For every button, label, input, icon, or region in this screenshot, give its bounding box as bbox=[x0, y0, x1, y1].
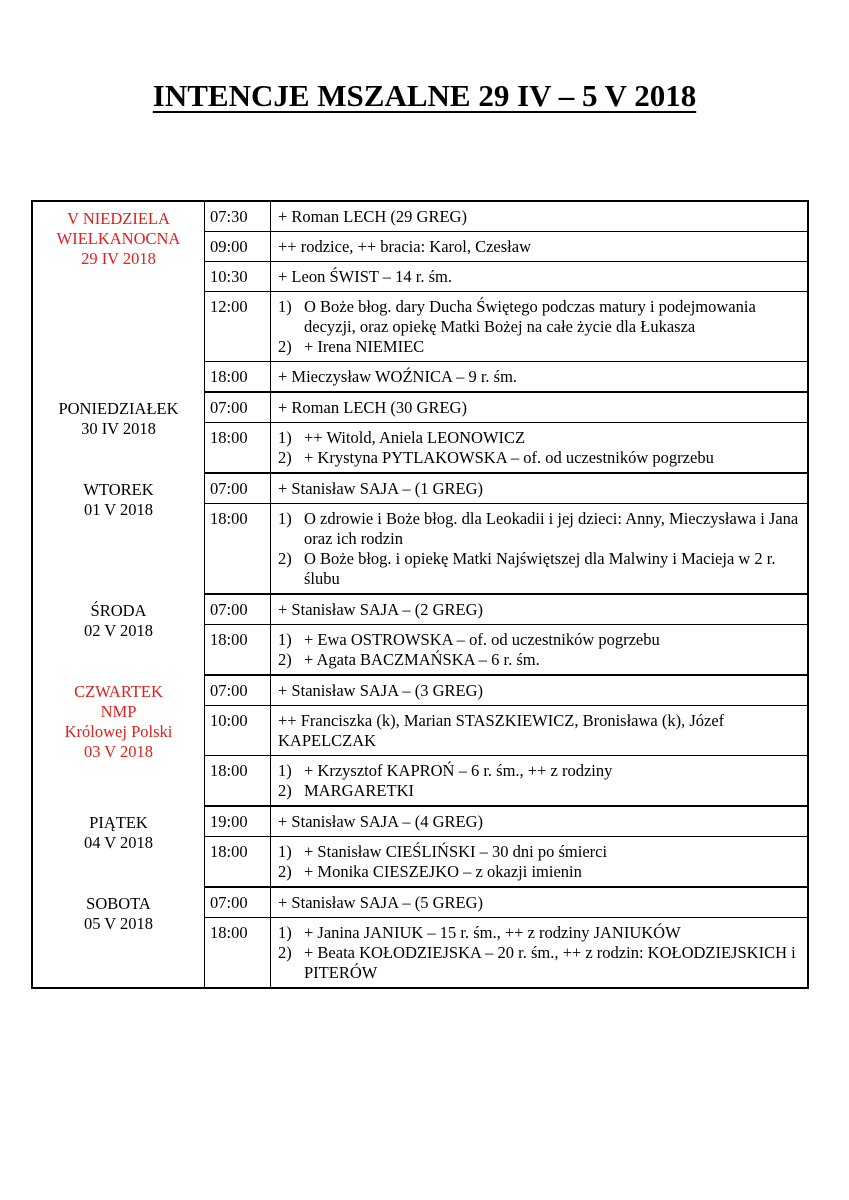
mass-time: 18:00 bbox=[205, 837, 271, 888]
page-title: INTENCJE MSZALNE 29 IV – 5 V 2018 bbox=[152, 78, 697, 113]
intention-item bbox=[278, 761, 801, 781]
intention-number: 2) bbox=[278, 448, 292, 467]
day-cell bbox=[32, 806, 205, 887]
intention-item bbox=[278, 630, 801, 650]
intention-item bbox=[278, 781, 801, 801]
intention-text: + Monika CIESZEJKO – z okazji imienin bbox=[304, 862, 582, 881]
intention-number: 1) bbox=[278, 761, 292, 780]
intention-item bbox=[278, 267, 801, 287]
intention-cell bbox=[271, 706, 809, 756]
mass-time: 07:00 bbox=[205, 392, 271, 423]
intention-text: + Janina JANIUK – 15 r. śm., ++ z rodziny JANIUKÓW bbox=[304, 923, 681, 942]
day-label-line: ŚRODA bbox=[90, 601, 147, 620]
intention-text: + Stanisław SAJA – (2 GREG) bbox=[278, 600, 484, 619]
mass-time: 18:00 bbox=[205, 625, 271, 676]
mass-row bbox=[32, 806, 808, 837]
intention-text: O Boże błog. i opiekę Matki Najświętszej dla Malwiny i Macieja w 2 r. ślubu bbox=[304, 549, 776, 588]
mass-intentions-table bbox=[31, 200, 809, 989]
day-label-line: 03 V 2018 bbox=[83, 742, 154, 761]
intention-item bbox=[278, 812, 801, 832]
day-label-line: SOBOTA bbox=[86, 894, 151, 913]
intention-item bbox=[278, 842, 801, 862]
intention-cell bbox=[271, 473, 809, 504]
mass-row bbox=[32, 473, 808, 504]
intention-text: + Stanisław SAJA – (5 GREG) bbox=[278, 893, 484, 912]
day-label-line: Królowej Polski bbox=[64, 722, 173, 741]
day-cell bbox=[32, 887, 205, 988]
intention-text: + Stanisław SAJA – (1 GREG) bbox=[278, 479, 484, 498]
intention-item bbox=[278, 237, 801, 257]
mass-row bbox=[32, 887, 808, 918]
intention-item bbox=[278, 943, 801, 983]
intention-item bbox=[278, 479, 801, 499]
intention-item bbox=[278, 862, 801, 882]
day-label-line: CZWARTEK bbox=[74, 682, 163, 701]
mass-time: 07:00 bbox=[205, 594, 271, 625]
intention-number: 2) bbox=[278, 862, 292, 881]
mass-time: 09:00 bbox=[205, 232, 271, 262]
intention-text: + Krystyna PYTLAKOWSKA – of. od uczestników pogrzebu bbox=[304, 448, 714, 467]
intention-cell bbox=[271, 756, 809, 807]
intention-number: 1) bbox=[278, 509, 292, 528]
intention-item bbox=[278, 893, 801, 913]
intention-text: + Agata BACZMAŃSKA – 6 r. śm. bbox=[304, 650, 540, 669]
intention-item bbox=[278, 600, 801, 620]
intention-number: 1) bbox=[278, 428, 292, 447]
intention-text: + Roman LECH (29 GREG) bbox=[278, 207, 467, 226]
intention-text: + Mieczysław WOŹNICA – 9 r. śm. bbox=[278, 367, 518, 386]
day-label-line: WTOREK bbox=[83, 480, 154, 499]
intention-number: 2) bbox=[278, 549, 292, 568]
intention-item bbox=[278, 207, 801, 227]
intention-text: + Stanisław CIEŚLIŃSKI – 30 dni po śmierci bbox=[304, 842, 608, 861]
day-cell bbox=[32, 201, 205, 392]
intention-item bbox=[278, 681, 801, 701]
intention-item bbox=[278, 428, 801, 448]
intention-number: 2) bbox=[278, 337, 292, 356]
day-cell bbox=[32, 392, 205, 473]
mass-row bbox=[32, 594, 808, 625]
mass-time: 18:00 bbox=[205, 918, 271, 989]
intention-item bbox=[278, 398, 801, 418]
day-cell bbox=[32, 473, 205, 594]
intention-text: ++ Franciszka (k), Marian STASZKIEWICZ, Bronisława (k), Józef KAPELCZAK bbox=[278, 711, 725, 750]
intention-text: + Roman LECH (30 GREG) bbox=[278, 398, 467, 417]
intention-cell bbox=[271, 423, 809, 474]
intention-item bbox=[278, 650, 801, 670]
intention-text: + Irena NIEMIEC bbox=[304, 337, 425, 356]
intention-number: 1) bbox=[278, 297, 292, 316]
intention-text: O Boże błog. dary Ducha Świętego podczas matury i podejmowania decyzji, oraz opiekę Matki Bożej na całe życie dla Łukasza bbox=[304, 297, 756, 336]
intention-cell bbox=[271, 392, 809, 423]
mass-time: 18:00 bbox=[205, 362, 271, 393]
mass-time: 07:00 bbox=[205, 887, 271, 918]
mass-row bbox=[32, 675, 808, 706]
intention-text: + Stanisław SAJA – (3 GREG) bbox=[278, 681, 484, 700]
day-cell bbox=[32, 675, 205, 806]
intention-item bbox=[278, 337, 801, 357]
intention-cell bbox=[271, 918, 809, 989]
mass-time: 10:00 bbox=[205, 706, 271, 756]
mass-time: 10:30 bbox=[205, 262, 271, 292]
mass-row bbox=[32, 201, 808, 232]
mass-time: 07:30 bbox=[205, 201, 271, 232]
intention-cell bbox=[271, 675, 809, 706]
day-label-line: PIĄTEK bbox=[89, 813, 148, 832]
intention-cell bbox=[271, 625, 809, 676]
intention-item bbox=[278, 297, 801, 337]
intention-number: 2) bbox=[278, 943, 292, 962]
day-label-line: 04 V 2018 bbox=[83, 833, 154, 852]
mass-time: 18:00 bbox=[205, 504, 271, 595]
intention-cell bbox=[271, 504, 809, 595]
intention-text: + Ewa OSTROWSKA – of. od uczestników pogrzebu bbox=[304, 630, 660, 649]
table-body bbox=[32, 201, 808, 988]
intention-cell bbox=[271, 262, 809, 292]
intention-item bbox=[278, 448, 801, 468]
intention-item bbox=[278, 711, 801, 751]
intention-cell bbox=[271, 201, 809, 232]
day-label-line: 29 IV 2018 bbox=[81, 249, 156, 268]
intention-item bbox=[278, 367, 801, 387]
intention-cell bbox=[271, 806, 809, 837]
intention-cell bbox=[271, 362, 809, 393]
intention-text: + Stanisław SAJA – (4 GREG) bbox=[278, 812, 484, 831]
mass-time: 18:00 bbox=[205, 423, 271, 474]
mass-time: 12:00 bbox=[205, 292, 271, 362]
intention-number: 2) bbox=[278, 781, 292, 800]
intention-item bbox=[278, 549, 801, 589]
intention-cell bbox=[271, 837, 809, 888]
intention-number: 1) bbox=[278, 923, 292, 942]
intention-text: O zdrowie i Boże błog. dla Leokadii i jej dzieci: Anny, Mieczysława i Jana oraz ich rodzin bbox=[304, 509, 799, 548]
day-label-line: 01 V 2018 bbox=[83, 500, 154, 519]
intention-item bbox=[278, 509, 801, 549]
intention-text: + Krzysztof KAPROŃ – 6 r. śm., ++ z rodziny bbox=[304, 761, 613, 780]
day-label-line: 05 V 2018 bbox=[83, 914, 154, 933]
mass-time: 18:00 bbox=[205, 756, 271, 807]
day-label-line: WIELKANOCNA bbox=[56, 229, 181, 248]
intention-cell bbox=[271, 594, 809, 625]
intention-cell bbox=[271, 232, 809, 262]
intention-item bbox=[278, 923, 801, 943]
intention-number: 1) bbox=[278, 842, 292, 861]
day-label-line: 30 IV 2018 bbox=[81, 419, 156, 438]
intention-text: + Beata KOŁODZIEJSKA – 20 r. śm., ++ z rodzin: KOŁODZIEJSKICH i PITERÓW bbox=[304, 943, 796, 982]
intention-text: MARGARETKI bbox=[304, 781, 414, 800]
mass-row bbox=[32, 392, 808, 423]
day-label-line: V NIEDZIELA bbox=[67, 209, 170, 228]
day-label-line: PONIEDZIAŁEK bbox=[58, 399, 179, 418]
day-label-line: 02 V 2018 bbox=[83, 621, 154, 640]
mass-time: 07:00 bbox=[205, 675, 271, 706]
intention-cell bbox=[271, 292, 809, 362]
intention-number: 2) bbox=[278, 650, 292, 669]
intention-text: ++ Witold, Aniela LEONOWICZ bbox=[304, 428, 526, 447]
intention-text: ++ rodzice, ++ bracia: Karol, Czesław bbox=[278, 237, 531, 256]
intention-text: + Leon ŚWIST – 14 r. śm. bbox=[278, 267, 452, 286]
intention-cell bbox=[271, 887, 809, 918]
mass-time: 07:00 bbox=[205, 473, 271, 504]
mass-time: 19:00 bbox=[205, 806, 271, 837]
day-cell bbox=[32, 594, 205, 675]
day-label-line: NMP bbox=[100, 702, 137, 721]
intention-number: 1) bbox=[278, 630, 292, 649]
